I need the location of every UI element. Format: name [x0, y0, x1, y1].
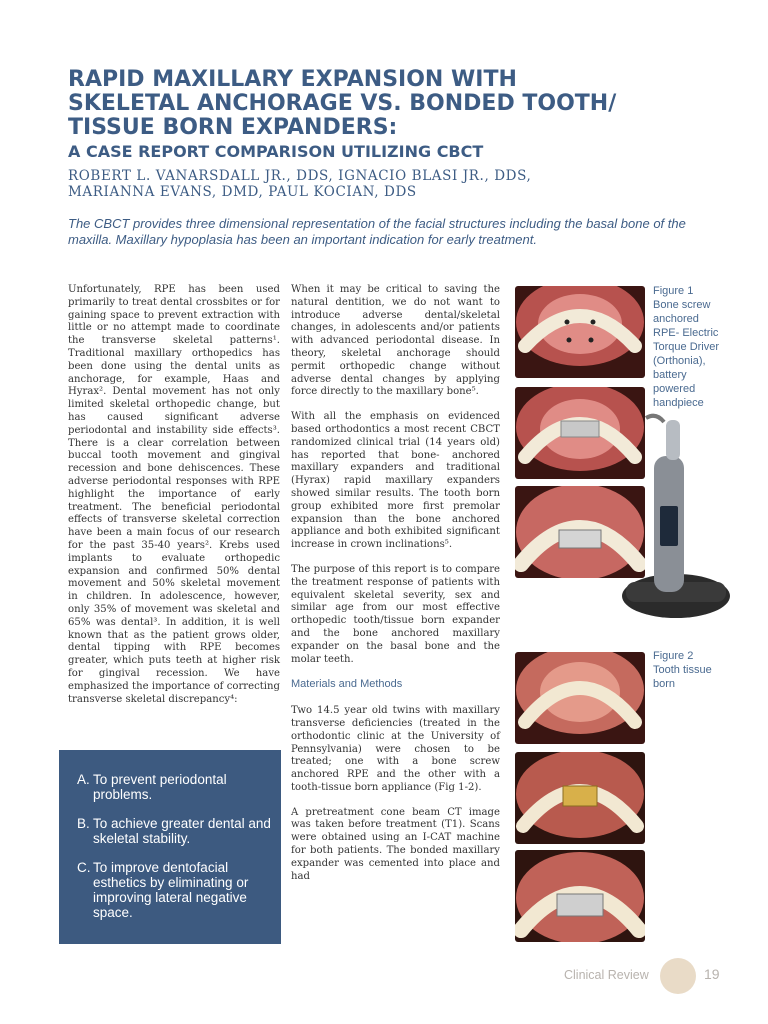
caption-line: Torque Driver	[653, 341, 720, 353]
figure2-photo-palate	[515, 652, 645, 744]
caption-line: (Orthonia),	[653, 355, 706, 367]
goal-marker: C.	[77, 860, 91, 875]
caption-line: anchored	[653, 313, 699, 325]
caption-line: handpiece	[653, 397, 704, 409]
footer-ornament	[660, 958, 696, 994]
figure1-caption	[653, 284, 719, 410]
goal-item	[77, 816, 271, 846]
body-paragraph: When it may be critical to saving the natural dentition, we do not want to introduce adverse dental/skeletal changes, in adolescents and/or patients with advanced periodontal disease. In theory, skeletal anchorage should permit orthopedic change without adverse dental changes by applying force directly to the maxillary bone⁵.	[291, 284, 500, 398]
caption-line: Bone screw	[653, 299, 711, 311]
goal-item	[77, 772, 271, 802]
body-paragraph: A pretreatment cone beam CT image was taken before treatment (T1). Scans were obtained using an I-CAT machine for both patients. The bonded maxillary expander was cemented into place and had	[291, 806, 500, 882]
caption-line: born	[653, 678, 676, 690]
section-label: Clinical Review	[564, 968, 649, 982]
figure2-photo-appliance	[515, 752, 645, 844]
torque-driver-image	[620, 412, 732, 622]
title-line: TISSUE BORN EXPANDERS:	[68, 115, 398, 140]
article-title	[68, 68, 708, 140]
goal-marker: B.	[77, 816, 90, 831]
goal-item	[77, 860, 271, 920]
article-subtitle: A CASE REPORT COMPARISON UTILIZING CBCT	[68, 142, 484, 161]
column-2	[291, 284, 500, 895]
title-line: RAPID MAXILLARY EXPANSION WITH	[68, 67, 517, 92]
goal-text: To achieve greater dental and skeletal stability.	[93, 816, 271, 846]
author-line: MARIANNA EVANS, DMD, PAUL KOCIAN, DDS	[68, 184, 417, 200]
figure1-photo-palate-screws	[515, 286, 645, 378]
body-paragraph: Two 14.5 year old twins with maxillary transverse deficiencies (treated in the orthodontic clinic at the University of Pennsylvania) were chosen to be treated; one with a bone screw anchored RPE and the other with a tooth-tissue born appliance (Fig 1-2).	[291, 705, 500, 793]
goals-list	[59, 750, 281, 920]
methods-heading: Materials and Methods	[291, 678, 403, 691]
caption-line: RPE- Electric	[653, 327, 719, 339]
goal-text: To prevent periodontal problems.	[93, 772, 227, 802]
author-line: ROBERT L. VANARSDALL JR., DDS, IGNACIO BLASI JR., DDS,	[68, 168, 532, 184]
figure2-caption	[653, 649, 712, 691]
caption-line: powered	[653, 383, 696, 395]
goal-marker: A.	[77, 772, 90, 787]
goals-box	[59, 750, 281, 944]
caption-line: Tooth tissue	[653, 664, 712, 676]
goal-text: To improve dentofacial esthetics by eliminating or improving lateral negative space.	[93, 860, 249, 920]
caption-line: battery	[653, 369, 687, 381]
caption-line: Figure 1	[653, 285, 694, 297]
title-line: SKELETAL ANCHORAGE VS. BONDED TOOTH/	[68, 91, 617, 116]
figure2-photo-closeup	[515, 850, 645, 942]
body-paragraph: The purpose of this report is to compare the treatment response of patients with equivalent skeletal severity, sex and similar age from our most effective orthopedic tooth/tissue born expander and the bone anchored maxillary expander on the basal bone and the molar teeth.	[291, 563, 500, 665]
intro-text: The CBCT provides three dimensional representation of the facial structures including the basal bone of the maxilla. Maxillary hypoplasia has been an important indication for early treatment.	[68, 216, 686, 247]
page-number: 19	[704, 966, 720, 982]
body-paragraph: Unfortunately, RPE has been used primarily to treat dental crossbites or for gaining space to prevent extraction with little or no attempt made to coordinate the transverse skeletal patterns¹. Traditional maxillary orthopedics has been done using the dental units as anchorage, for example, Haas and Hyrax². Dental movement has not only limited skeletal orthopedic change, but has caused significant adverse periodontal and instability side effects³. There is a clear correlation between buccal tooth movement and gingival recession and bone dehiscences. These adverse periodontal responses with RPE highlight the importance of early treatment. The beneficial periodontal effects of transverse skeletal correction have been a main focus of our research for the past 35-40 years². Krebs used implants to evaluate orthopedic expansion and confirmed 50% dental movement and 50% skeletal movement in children. In adolescence, however, only 35% of movement was skeletal and 65% was dental³. In addition, it is well known that as the patient grows older, dental tipping with RPE becomes greater, which puts teeth at higher risk for gingival recession. We have emphasized the importance of correcting transverse skeletal discrepancy⁴:	[68, 284, 280, 705]
caption-line: Figure 2	[653, 650, 694, 662]
column-1	[68, 284, 280, 718]
body-paragraph: With all the emphasis on evidenced based orthodontics a most recent CBCT randomized clinical trial (14 years old) has reported that bone- anchored maxillary expanders and traditional (Hyrax) rapid maxillary expanders showed similar results. The tooth born group exhibited more first premolar expansion than the bone anchored appliance and both exhibited significant increase in crown inclinations⁵.	[291, 411, 500, 551]
author-list	[68, 168, 688, 200]
